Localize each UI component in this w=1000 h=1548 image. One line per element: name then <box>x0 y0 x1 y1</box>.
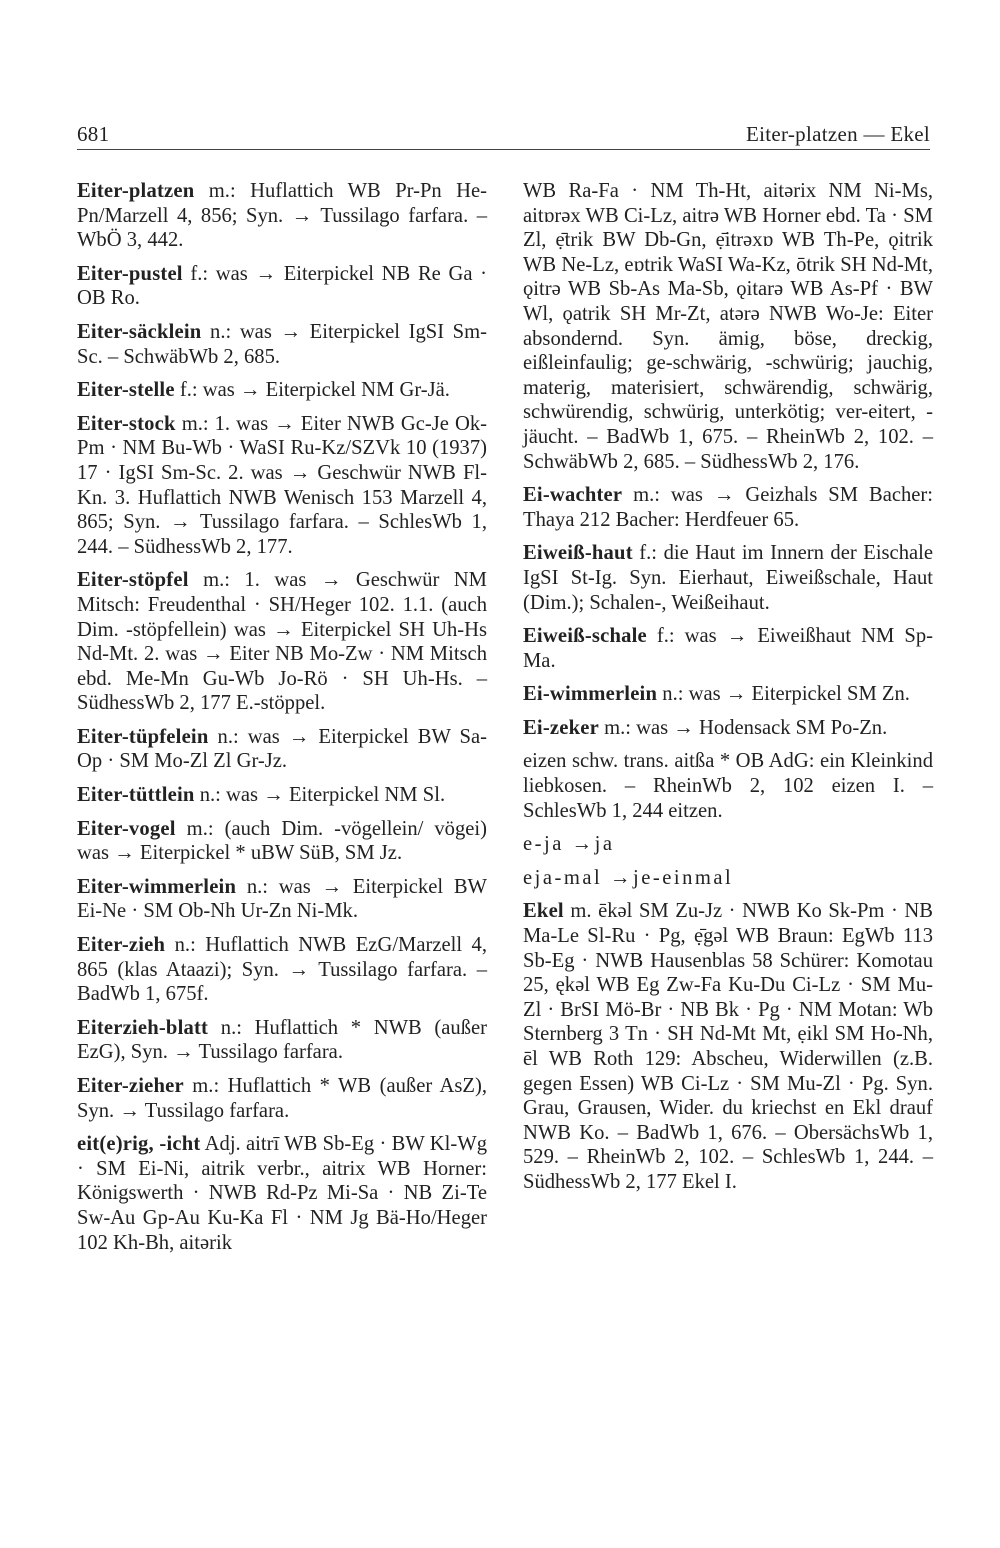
entry-lemma: eit(e)rig, -icht <box>77 1133 201 1156</box>
entry-text: n.: Huflattich NWB EzG/Marzell 4, 865 (klas Ataazi); Syn. → Tussilago farfara. – BadWb 1, 675f. <box>77 934 487 1006</box>
running-title: Eiter-platzen — Ekel <box>746 122 930 146</box>
entry-text: f.: die Haut im Innern der Eischale IgSI St-Ig. Syn. Eierhaut, Eiweißschale, Haut (Dim.); Schalen-, Weißeihaut. <box>523 542 933 614</box>
entry-text: n.: was → Eiterpickel BW Sa-Op · SM Mo-Zl Zl Gr-Jz. <box>77 725 487 773</box>
entry-text: m.: 1. was → Geschwür NM Mitsch: Freudenthal · SH/Heger 102. 1.1. (auch Dim. -stöpfellein) was → Eiterpickel SH Uh-Hs Nd-Mt. 2. was → Eiter NB Mo-Zw · NM Mitsch ebd. Me-Mn Gu-Wb Jo-Rö · SH Uh-Hs. – SüdhessWb 2, 177 E.-stöppel. <box>77 569 487 715</box>
entry-lemma: Eiter-stöpfel <box>77 569 189 592</box>
dictionary-entry <box>523 624 933 673</box>
entry-lemma: Ekel <box>523 900 564 923</box>
entry-text: m.: Huflattich WB Pr-Pn He-Pn/Marzell 4, 856; Syn. → Tussilago farfara. – WbÖ 3, 442. <box>77 180 487 252</box>
entry-lemma: Eiweiß-schale <box>523 625 647 648</box>
dictionary-entry <box>77 817 487 866</box>
entry-text: f.: was → Eiterpickel NB Re Ga · OB Ro. <box>77 262 487 310</box>
dictionary-entry <box>77 783 487 808</box>
dictionary-entry <box>523 483 933 532</box>
entry-lemma: Eiter-wimmerlein <box>77 875 237 898</box>
entry-text: n.: was → Eiterpickel IgSI Sm-Sc. – SchwäbWb 2, 685. <box>77 320 487 368</box>
dictionary-entry <box>77 1074 487 1123</box>
dictionary-entry <box>77 320 487 369</box>
dictionary-entry <box>77 1016 487 1065</box>
entry-text: m.: was → Hodensack SM Po-Zn. <box>598 716 888 739</box>
dictionary-entry <box>77 412 487 560</box>
entry-lemma: Eiter-stock <box>77 412 176 435</box>
dictionary-entry <box>77 725 487 774</box>
entry-text: m.: Huflattich * WB (außer AsZ), Syn. → Tussilago farfara. <box>77 1075 487 1122</box>
entry-text: m.: 1. was → Eiter NWB Gc-Je Ok-Pm · NM Bu-Wb · WaSI Ru-Kz/SZVk 10 (1937) 17 · IgSI Sm-Sc. 2. was → Geschwür NWB Fl-Kn. 3. Huflattich NWB Wenisch 153 Marzell 4, 865; Syn. → Tussilago farfara. – SchlesWb 1, 244. – SüdhessWb 2, 177. <box>77 412 487 558</box>
dictionary-entry <box>77 933 487 1007</box>
dictionary-entry <box>77 1132 487 1255</box>
entry-lemma: Eiweiß-haut <box>523 542 633 565</box>
entry-text: n.: was → Eiterpickel SM Zn. <box>657 683 910 706</box>
entry-lemma: Ei-wachter <box>523 484 623 507</box>
dictionary-entry <box>523 899 933 1194</box>
dictionary-entry <box>523 749 933 823</box>
entry-lemma: Eiter-pustel <box>77 262 183 285</box>
entry-text: WB Ra-Fa · NM Th-Ht, aitərix NM Ni-Ms, aitɒrəx WB Ci-Lz, aitrə WB Horner ebd. Ta · SM Zl, ẹ̄trik BW Db-Gn, ẹ̄itrəxɒ WB Th-Pe, ǫitrik WB Ne-Lz, eɒtrik WaSI Wa-Kz, ōtrik SH Nd-Mt, ǫitrə WB Sb-As Ma-Sb, ǫitarə WB As-Pf · BW Wl, ǫatrik SH Mr-Zt, atərə NWB Wo-Je: Eiter absondernd. Syn. ämig, böse, dreckig, eißleinfaulig; ge-schwärig, -schwürig; jauchig, materig, materisiert, schwärendig, schwärig, schwürendig, schwürig, unterkötig; ver-eitert, -jäucht. – BadWb 1, 675. – RheinWb 2, 102. – SchwäbWb 2, 685. – SüdhessWb 2, 176. <box>523 180 933 473</box>
dictionary-entry <box>523 179 933 474</box>
entry-lemma: Eiter-stelle <box>77 379 175 402</box>
entry-text: eizen schw. trans. aitßa * OB AdG: ein Kleinkind liebkosen. – RheinWb 2, 102 eizen I. – SchlesWb 1, 244 eitzen. <box>523 750 933 822</box>
entry-lemma: Eiter-tüpfelein <box>77 725 209 748</box>
entry-text: Adj. aitrī WB Sb-Eg · BW Kl-Wg · SM Ei-Ni, aitrik verbr., aitrix WB Horner: Königswerth · NWB Rd-Pz Mi-Sa · NB Zi-Te Sw-Au Gp-Au Ku-Ka Fl · NM Jg Bä-Ho/Heger 102 Kh-Bh, aitərik <box>77 1133 487 1254</box>
dictionary-entry <box>77 262 487 311</box>
entry-lemma: Eiter-vogel <box>77 817 176 840</box>
entry-lemma: Eiter-säcklein <box>77 320 202 343</box>
entry-text: n.: was → Eiterpickel NM Sl. <box>194 784 446 807</box>
page-number: 681 <box>77 122 110 146</box>
entry-text: f.: was → Eiterpickel NM Gr-Jä. <box>174 379 450 402</box>
dictionary-entry <box>77 378 487 403</box>
entry-text: eja-mal →je-einmal <box>523 866 734 889</box>
dictionary-entry <box>77 875 487 924</box>
dictionary-entry <box>77 179 487 253</box>
entry-text: n.: Huflattich * NWB (außer EzG), Syn. → Tussilago farfara. <box>77 1016 487 1064</box>
entry-lemma: Eiter-zieher <box>77 1075 184 1097</box>
dictionary-entry <box>523 682 933 707</box>
header-rule <box>77 149 930 150</box>
entry-text: m. ēkəl SM Zu-Jz · NWB Ko Sk-Pm · NB Ma-Le Sl-Ru · Pg, ẹ̄gəl WB Braun: EgWb 113 Sb-Eg · NWB Hausenblas 58 Schürer: Komotau 25, ękəl WB Eg Zw-Fa Ku-Du Ci-Lz · SM Mu-Zl · BrSI Mö-Br · NB Bk · Pg · NM Motan: Wb Sternberg 3 Tn · SH Nd-Mt Mt, ẹikl SM Ho-Nh, ēl WB Roth 129: Abscheu, Widerwillen (z.B. gegen Essen) WB Ci-Lz · SM Mu-Zl · Pg. Syn. Grau, Grausen, Wider. du kriechst en Ekl drauf NWB Ko. – BadWb 1, 676. – ObersächsWb 1, 529. – RheinWb 2, 102. – SchlesWb 1, 244. – SüdhessWb 2, 177 Ekel I. <box>523 900 933 1193</box>
entry-text: n.: was → Eiterpickel BW Ei-Ne · SM Ob-Nh Ur-Zn Ni-Mk. <box>77 875 487 923</box>
dictionary-entry <box>523 832 933 857</box>
entry-text: e-ja →ja <box>523 833 615 856</box>
entry-lemma: Eiter-tüttlein <box>77 784 195 807</box>
dictionary-entry <box>523 866 933 891</box>
entry-lemma: Ei-wimmerlein <box>523 683 658 706</box>
entry-lemma: Ei-zeker <box>523 716 599 739</box>
entry-lemma: Eiter-platzen <box>77 180 195 202</box>
dictionary-entry <box>523 541 933 615</box>
left-column <box>77 179 487 1264</box>
entry-text: m.: was → Geizhals SM Bacher: Thaya 212 Bacher: Herdfeuer 65. <box>523 484 933 531</box>
right-column <box>523 179 933 1204</box>
entry-lemma: Eiter-zieh <box>77 934 166 957</box>
entry-text: m.: (auch Dim. -vögellein/ vögei) was → Eiterpickel * uBW SüB, SM Jz. <box>77 817 487 865</box>
entry-lemma: Eiterzieh-blatt <box>77 1016 209 1039</box>
dictionary-entry <box>523 716 933 741</box>
entry-text: f.: was → Eiweißhaut NM Sp-Ma. <box>523 625 933 672</box>
dictionary-entry <box>77 568 487 716</box>
